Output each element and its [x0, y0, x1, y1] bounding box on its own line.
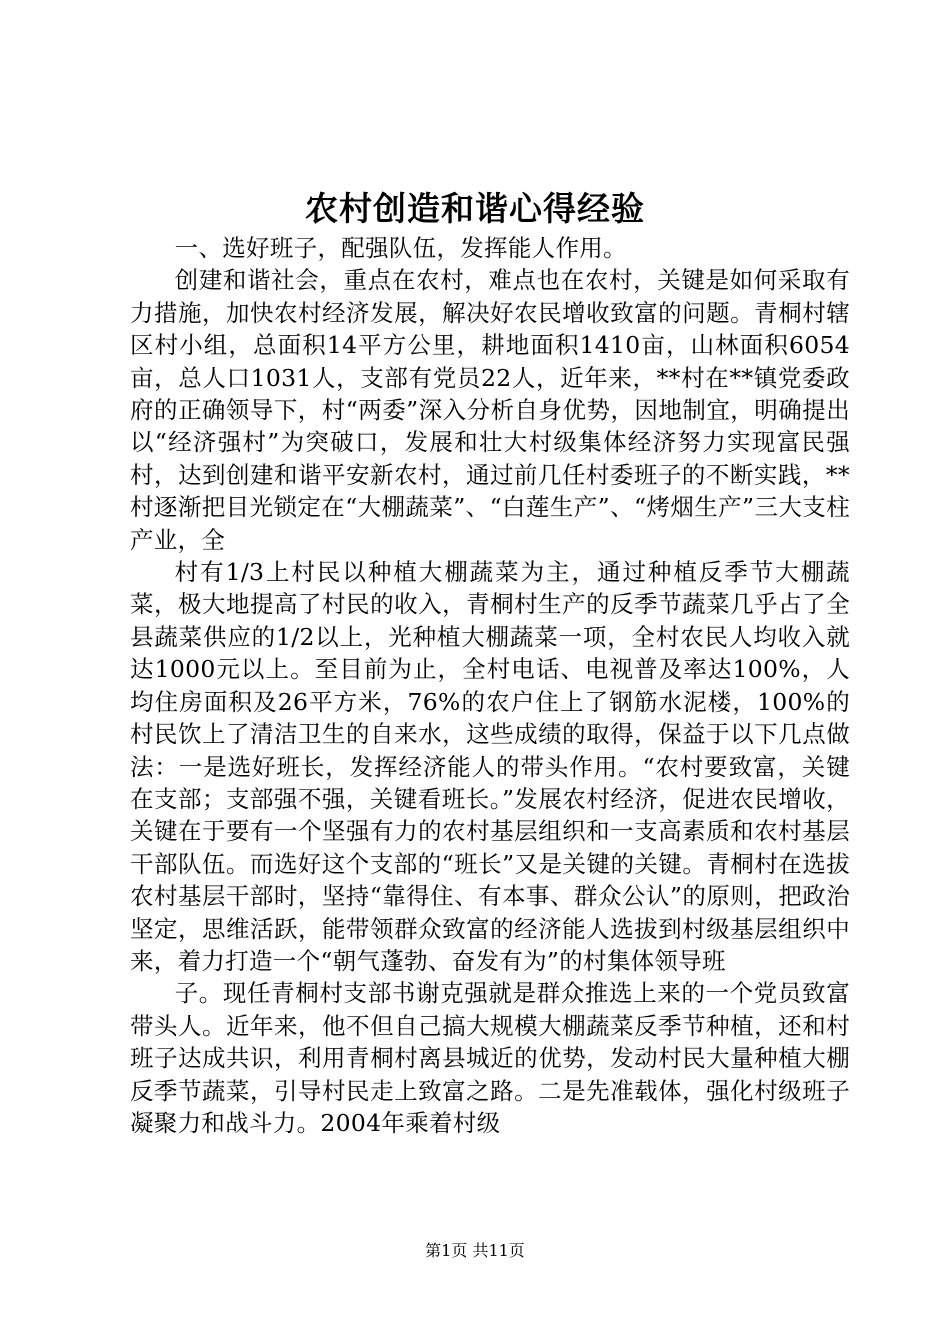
document-title: 农村创造和谐心得经验 — [305, 189, 645, 228]
page-footer: 第1页 共11页 — [425, 1241, 525, 1260]
paragraph-1: 一、选好班子，配强队伍，发挥能人作用。 — [174, 234, 627, 262]
paragraph-2: 创建和谐社会，重点在农村，难点也在农村，关键是如何采取有力措施，加快农村经济发展，解决好农民增收致富的问题。青桐村辖区村小组，总面积14平方公里，耕地面积1410亩，山林面积6054亩，总人口1031人，支部有党员22人，近年来，**村在**镇党委政府的正确领导下，村“两委”深入分析自身优势，因地制宜，明确提出以“经济强村”为突破口，发展和壮大村级集体经济努力实现富民强村，达到创建和谐平安新农村，通过前几任村委班子的不断实践，**村逐渐把目光锁定在“大棚蔬菜”、“白莲生产”、“烤烟生产”三大支柱产业，全 — [130, 266, 850, 554]
paragraph-3: 村有1/3上村民以种植大棚蔬菜为主，通过种植反季节大棚蔬菜，极大地提高了村民的收入，青桐村生产的反季节蔬菜几乎占了全县蔬菜供应的1/2以上，光种植大棚蔬菜一项，全村农民人均收入就达1000元以上。至目前为止，全村电话、电视普及率达100%，人均住房面积及26平方米，76%的农户住上了钢筋水泥楼，100%的村民饮上了清洁卫生的自来水，这些成绩的取得，保益于以下几点做法：一是选好班长，发挥经济能人的带头作用。“农村要致富，关键在支部；支部强不强，关键看班长。”发展农村经济，促进农民增收，关键在于要有一个坚强有力的农村基层组织和一支高素质和农村基层干部队伍。而选好这个支部的“班长”又是关键的关键。青桐村在选拔农村基层干部时，坚持“靠得住、有本事、群众公认”的原则，把政治坚定，思维活跃，能带领群众致富的经济能人选拔到村级基层组织中来，着力打造一个“朝气蓬勃、奋发有为”的村集体领导班 — [130, 558, 850, 975]
document-body — [130, 232, 850, 1139]
paragraph-4: 子。现任青桐村支部书谢克强就是群众推选上来的一个党员致富带头人。近年来，他不但自己搞大规模大棚蔬菜反季节种植，还和村班子达成共识，利用青桐村离县城近的优势，发动村民大量种植大棚反季节蔬菜，引导村民走上致富之路。二是先准载体，强化村级班子凝聚力和战斗力。2004年乘着村级 — [130, 979, 850, 1137]
